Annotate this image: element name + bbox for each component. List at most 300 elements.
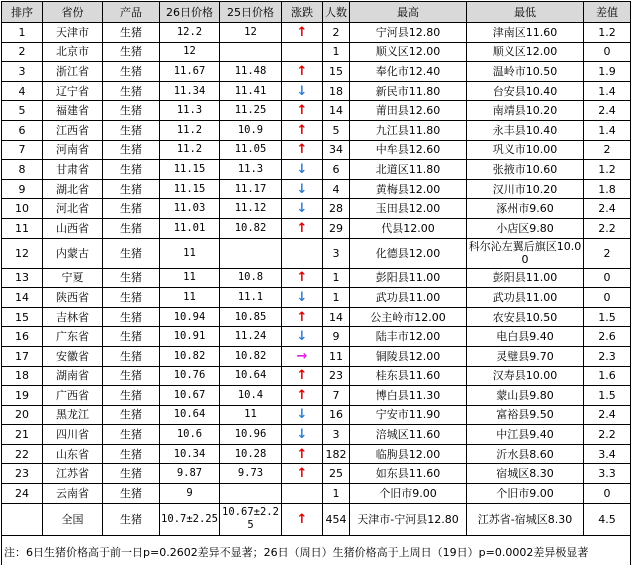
cell-count: 1 (323, 42, 350, 62)
cell-province: 江西省 (43, 120, 103, 140)
cell-rank: 9 (2, 179, 43, 199)
cell-product: 生猪 (103, 484, 160, 504)
cell-count: 28 (323, 199, 350, 219)
cell-price-26: 11.34 (160, 81, 220, 101)
cell-product: 生猪 (103, 464, 160, 484)
cell-count: 16 (323, 405, 350, 425)
cell-price-25 (220, 238, 282, 268)
table-row (2, 101, 631, 121)
table-row (2, 327, 631, 347)
total-province: 全国 (43, 503, 103, 535)
cell-lowest: 涿州市9.60 (467, 199, 584, 219)
cell-price-26: 11 (160, 238, 220, 268)
cell-count: 1 (323, 484, 350, 504)
cell-diff: 2.2 (584, 425, 631, 445)
cell-trend (282, 199, 323, 219)
cell-rank: 22 (2, 444, 43, 464)
cell-price-26: 11.67 (160, 62, 220, 82)
cell-lowest: 宿城区8.30 (467, 464, 584, 484)
cell-province: 吉林省 (43, 307, 103, 327)
cell-lowest: 汉川市10.20 (467, 179, 584, 199)
cell-diff: 1.5 (584, 307, 631, 327)
cell-price-26: 10.76 (160, 366, 220, 386)
cell-price-25 (220, 484, 282, 504)
cell-rank: 2 (2, 42, 43, 62)
table-row (2, 366, 631, 386)
arrow-down-icon: ↓ (296, 329, 308, 345)
table-row (2, 62, 631, 82)
arrow-up-icon: ↑ (296, 103, 308, 119)
cell-trend (282, 425, 323, 445)
cell-province: 福建省 (43, 101, 103, 121)
cell-lowest: 津南区11.60 (467, 23, 584, 43)
cell-diff: 1.2 (584, 160, 631, 180)
cell-highest: 桂东县11.60 (350, 366, 467, 386)
cell-trend (282, 484, 323, 504)
arrow-up-icon: ↑ (296, 387, 308, 403)
arrow-up-icon: ↑ (296, 446, 308, 462)
cell-diff: 2 (584, 140, 631, 160)
cell-diff: 2.4 (584, 199, 631, 219)
cell-rank: 24 (2, 484, 43, 504)
note-row (2, 535, 631, 565)
cell-price-26: 11.2 (160, 120, 220, 140)
table-row (2, 120, 631, 140)
table-body (2, 23, 631, 504)
cell-lowest: 顺义区12.00 (467, 42, 584, 62)
cell-count: 2 (323, 23, 350, 43)
cell-price-25: 10.4 (220, 386, 282, 406)
cell-price-25: 10.82 (220, 346, 282, 366)
cell-price-25: 11.48 (220, 62, 282, 82)
cell-lowest: 灵璧县9.70 (467, 346, 584, 366)
cell-count: 14 (323, 307, 350, 327)
table-row (2, 140, 631, 160)
cell-rank: 21 (2, 425, 43, 445)
cell-lowest: 沂水县8.60 (467, 444, 584, 464)
cell-product: 生猪 (103, 23, 160, 43)
cell-product: 生猪 (103, 120, 160, 140)
cell-highest: 陆丰市12.00 (350, 327, 467, 347)
cell-rank: 15 (2, 307, 43, 327)
cell-price-25: 10.28 (220, 444, 282, 464)
total-highest: 天津市-宁河县12.80 (350, 503, 467, 535)
cell-diff: 1.5 (584, 386, 631, 406)
cell-trend (282, 81, 323, 101)
cell-rank: 14 (2, 288, 43, 308)
cell-highest: 莆田县12.60 (350, 101, 467, 121)
cell-trend (282, 140, 323, 160)
cell-product: 生猪 (103, 346, 160, 366)
cell-product: 生猪 (103, 405, 160, 425)
cell-diff: 0 (584, 42, 631, 62)
cell-highest: 黄梅县12.00 (350, 179, 467, 199)
arrow-down-icon: ↓ (296, 289, 308, 305)
cell-count: 29 (323, 218, 350, 238)
cell-province: 陕西省 (43, 288, 103, 308)
cell-product: 生猪 (103, 268, 160, 288)
header-trend: 涨跌 (282, 2, 323, 23)
cell-price-26: 10.91 (160, 327, 220, 347)
header-row (2, 2, 631, 23)
cell-trend (282, 464, 323, 484)
cell-highest: 临朐县12.00 (350, 444, 467, 464)
cell-rank: 5 (2, 101, 43, 121)
cell-province: 宁夏 (43, 268, 103, 288)
cell-rank: 20 (2, 405, 43, 425)
cell-lowest: 南靖县10.20 (467, 101, 584, 121)
cell-rank: 6 (2, 120, 43, 140)
arrow-down-icon: ↓ (296, 201, 308, 217)
cell-price-25: 10.85 (220, 307, 282, 327)
cell-rank: 17 (2, 346, 43, 366)
cell-highest: 中牟县12.60 (350, 140, 467, 160)
arrow-down-icon: ↓ (296, 181, 308, 197)
header-price-25: 25日价格 (220, 2, 282, 23)
cell-lowest: 温岭市10.50 (467, 62, 584, 82)
table-row (2, 199, 631, 219)
cell-diff: 1.4 (584, 81, 631, 101)
cell-rank: 19 (2, 386, 43, 406)
cell-highest: 宁安市11.90 (350, 405, 467, 425)
cell-price-25: 10.8 (220, 268, 282, 288)
cell-highest: 涪城区11.60 (350, 425, 467, 445)
cell-product: 生猪 (103, 160, 160, 180)
cell-province: 甘肃省 (43, 160, 103, 180)
cell-lowest: 农安县10.50 (467, 307, 584, 327)
cell-price-26: 12.2 (160, 23, 220, 43)
cell-price-25: 11.41 (220, 81, 282, 101)
cell-trend (282, 327, 323, 347)
cell-trend (282, 160, 323, 180)
table-row (2, 346, 631, 366)
cell-count: 5 (323, 120, 350, 140)
cell-price-25: 11.25 (220, 101, 282, 121)
cell-count: 7 (323, 386, 350, 406)
table-row (2, 288, 631, 308)
arrow-down-icon: ↓ (296, 407, 308, 423)
cell-price-25: 10.82 (220, 218, 282, 238)
cell-rank: 3 (2, 62, 43, 82)
cell-price-26: 11 (160, 288, 220, 308)
arrow-up-icon: ↑ (296, 24, 308, 40)
cell-highest: 个旧市9.00 (350, 484, 467, 504)
cell-trend (282, 23, 323, 43)
arrow-up-icon: ↑ (296, 122, 308, 138)
cell-product: 生猪 (103, 425, 160, 445)
cell-product: 生猪 (103, 62, 160, 82)
cell-lowest: 中江县9.40 (467, 425, 584, 445)
cell-province: 广东省 (43, 327, 103, 347)
cell-highest: 宁河县12.80 (350, 23, 467, 43)
cell-rank: 10 (2, 199, 43, 219)
header-diff: 差值 (584, 2, 631, 23)
cell-lowest: 武功县11.00 (467, 288, 584, 308)
footnote: 注：6日生猪价格高于前一日p=0.2602差异不显著；26日（周日）生猪价格高于上周日（19日）p=0.0002差异极显著 (2, 535, 631, 565)
cell-diff: 1.2 (584, 23, 631, 43)
cell-province: 湖北省 (43, 179, 103, 199)
cell-price-26: 12 (160, 42, 220, 62)
arrow-up-icon: ↑ (296, 220, 308, 236)
cell-product: 生猪 (103, 140, 160, 160)
cell-price-26: 10.67 (160, 386, 220, 406)
cell-product: 生猪 (103, 307, 160, 327)
cell-trend (282, 62, 323, 82)
cell-trend (282, 218, 323, 238)
cell-highest: 顺义区12.00 (350, 42, 467, 62)
cell-price-26: 9.87 (160, 464, 220, 484)
cell-province: 广西省 (43, 386, 103, 406)
cell-trend (282, 120, 323, 140)
cell-lowest: 永丰县10.40 (467, 120, 584, 140)
cell-diff: 2.4 (584, 405, 631, 425)
cell-highest: 公主岭市12.00 (350, 307, 467, 327)
cell-diff: 2 (584, 238, 631, 268)
cell-highest: 化德县12.00 (350, 238, 467, 268)
header-price-26: 26日价格 (160, 2, 220, 23)
arrow-down-icon: ↓ (296, 83, 308, 99)
cell-product: 生猪 (103, 288, 160, 308)
cell-trend (282, 101, 323, 121)
table-row (2, 23, 631, 43)
cell-province: 河北省 (43, 199, 103, 219)
cell-highest: 新民市11.80 (350, 81, 467, 101)
table-row (2, 238, 631, 268)
price-table (1, 1, 631, 565)
cell-product: 生猪 (103, 327, 160, 347)
cell-lowest: 台安县10.40 (467, 81, 584, 101)
cell-province: 北京市 (43, 42, 103, 62)
cell-count: 34 (323, 140, 350, 160)
cell-product: 生猪 (103, 42, 160, 62)
cell-province: 安徽省 (43, 346, 103, 366)
cell-count: 14 (323, 101, 350, 121)
cell-province: 湖南省 (43, 366, 103, 386)
cell-rank: 23 (2, 464, 43, 484)
cell-trend (282, 42, 323, 62)
arrow-up-icon: ↑ (296, 309, 308, 325)
total-count: 454 (323, 503, 350, 535)
cell-highest: 九江县11.80 (350, 120, 467, 140)
total-diff: 4.5 (584, 503, 631, 535)
arrow-right-icon: → (296, 348, 308, 364)
cell-lowest: 汉寿县10.00 (467, 366, 584, 386)
table-row (2, 218, 631, 238)
total-price-26: 10.7±2.25 (160, 503, 220, 535)
cell-trend (282, 288, 323, 308)
cell-price-25: 10.96 (220, 425, 282, 445)
table-row (2, 307, 631, 327)
cell-diff: 2.3 (584, 346, 631, 366)
header-product: 产品 (103, 2, 160, 23)
cell-lowest: 张掖市10.60 (467, 160, 584, 180)
table-row (2, 405, 631, 425)
table-row (2, 484, 631, 504)
cell-product: 生猪 (103, 101, 160, 121)
arrow-up-icon: ↑ (296, 511, 308, 527)
table-row (2, 179, 631, 199)
cell-count: 3 (323, 238, 350, 268)
arrow-up-icon: ↑ (296, 368, 308, 384)
cell-price-26: 10.82 (160, 346, 220, 366)
cell-price-25: 11.17 (220, 179, 282, 199)
cell-province: 天津市 (43, 23, 103, 43)
cell-price-26: 11.03 (160, 199, 220, 219)
header-rank: 排序 (2, 2, 43, 23)
arrow-up-icon: ↑ (296, 142, 308, 158)
cell-price-25: 11.12 (220, 199, 282, 219)
cell-highest: 武功县11.00 (350, 288, 467, 308)
cell-price-25 (220, 42, 282, 62)
cell-highest: 代县12.00 (350, 218, 467, 238)
cell-rank: 4 (2, 81, 43, 101)
cell-product: 生猪 (103, 218, 160, 238)
cell-count: 6 (323, 160, 350, 180)
cell-province: 四川省 (43, 425, 103, 445)
cell-price-25: 11.3 (220, 160, 282, 180)
cell-count: 11 (323, 346, 350, 366)
cell-lowest: 电白县9.40 (467, 327, 584, 347)
cell-price-26: 11.15 (160, 160, 220, 180)
arrow-down-icon: ↓ (296, 427, 308, 443)
cell-count: 9 (323, 327, 350, 347)
cell-rank: 1 (2, 23, 43, 43)
cell-product: 生猪 (103, 199, 160, 219)
table-row (2, 268, 631, 288)
table-row (2, 42, 631, 62)
cell-product: 生猪 (103, 238, 160, 268)
header-province: 省份 (43, 2, 103, 23)
arrow-up-icon: ↑ (296, 270, 308, 286)
cell-trend (282, 179, 323, 199)
cell-rank: 18 (2, 366, 43, 386)
arrow-up-icon: ↑ (296, 466, 308, 482)
cell-trend (282, 346, 323, 366)
cell-highest: 彭阳县11.00 (350, 268, 467, 288)
cell-price-26: 10.34 (160, 444, 220, 464)
cell-count: 1 (323, 268, 350, 288)
cell-province: 内蒙古 (43, 238, 103, 268)
cell-price-26: 10.94 (160, 307, 220, 327)
total-row (2, 503, 631, 535)
cell-province: 云南省 (43, 484, 103, 504)
cell-product: 生猪 (103, 179, 160, 199)
cell-price-26: 10.6 (160, 425, 220, 445)
cell-price-25: 11.1 (220, 288, 282, 308)
cell-price-26: 11.01 (160, 218, 220, 238)
cell-count: 18 (323, 81, 350, 101)
cell-price-25: 11 (220, 405, 282, 425)
cell-price-25: 11.24 (220, 327, 282, 347)
total-lowest: 江苏省-宿城区8.30 (467, 503, 584, 535)
arrow-down-icon: ↓ (296, 161, 308, 177)
cell-rank: 8 (2, 160, 43, 180)
cell-province: 浙江省 (43, 62, 103, 82)
cell-trend (282, 238, 323, 268)
cell-rank: 11 (2, 218, 43, 238)
cell-highest: 如东县11.60 (350, 464, 467, 484)
cell-diff: 0 (584, 268, 631, 288)
cell-diff: 2.2 (584, 218, 631, 238)
table-row (2, 81, 631, 101)
table-row (2, 425, 631, 445)
cell-lowest: 蒙山县9.80 (467, 386, 584, 406)
total-product: 生猪 (103, 503, 160, 535)
cell-count: 1 (323, 288, 350, 308)
cell-price-26: 10.64 (160, 405, 220, 425)
cell-trend (282, 444, 323, 464)
cell-lowest: 彭阳县11.00 (467, 268, 584, 288)
total-rank (2, 503, 43, 535)
cell-price-25: 10.64 (220, 366, 282, 386)
cell-lowest: 富裕县9.50 (467, 405, 584, 425)
cell-diff: 1.9 (584, 62, 631, 82)
cell-highest: 奉化市12.40 (350, 62, 467, 82)
total-trend (282, 503, 323, 535)
header-highest: 最高 (350, 2, 467, 23)
cell-highest: 北道区11.80 (350, 160, 467, 180)
cell-count: 25 (323, 464, 350, 484)
cell-diff: 3.3 (584, 464, 631, 484)
cell-highest: 博白县11.30 (350, 386, 467, 406)
cell-count: 3 (323, 425, 350, 445)
cell-count: 4 (323, 179, 350, 199)
cell-diff: 0 (584, 288, 631, 308)
cell-trend (282, 307, 323, 327)
arrow-up-icon: ↑ (296, 63, 308, 79)
table-row (2, 444, 631, 464)
table-row (2, 160, 631, 180)
cell-price-25: 10.9 (220, 120, 282, 140)
cell-highest: 铜陵县12.00 (350, 346, 467, 366)
cell-price-25: 12 (220, 23, 282, 43)
cell-product: 生猪 (103, 366, 160, 386)
cell-highest: 玉田县12.00 (350, 199, 467, 219)
cell-diff: 3.4 (584, 444, 631, 464)
cell-price-26: 11.3 (160, 101, 220, 121)
cell-diff: 1.8 (584, 179, 631, 199)
cell-count: 182 (323, 444, 350, 464)
cell-price-25: 11.05 (220, 140, 282, 160)
cell-diff: 1.4 (584, 120, 631, 140)
cell-trend (282, 366, 323, 386)
cell-lowest: 巩义市10.00 (467, 140, 584, 160)
header-lowest: 最低 (467, 2, 584, 23)
cell-price-26: 9 (160, 484, 220, 504)
cell-province: 山东省 (43, 444, 103, 464)
cell-diff: 0 (584, 484, 631, 504)
cell-price-25: 9.73 (220, 464, 282, 484)
cell-rank: 16 (2, 327, 43, 347)
cell-diff: 2.4 (584, 101, 631, 121)
cell-province: 黑龙江 (43, 405, 103, 425)
cell-rank: 13 (2, 268, 43, 288)
cell-price-26: 11.15 (160, 179, 220, 199)
cell-province: 河南省 (43, 140, 103, 160)
cell-lowest: 科尔沁左翼后旗区10.00 (467, 238, 584, 268)
cell-province: 江苏省 (43, 464, 103, 484)
cell-price-26: 11.2 (160, 140, 220, 160)
table-row (2, 464, 631, 484)
table-row (2, 386, 631, 406)
cell-price-26: 11 (160, 268, 220, 288)
cell-trend (282, 268, 323, 288)
total-price-25: 10.67±2.25 (220, 503, 282, 535)
cell-rank: 12 (2, 238, 43, 268)
cell-diff: 2.6 (584, 327, 631, 347)
cell-product: 生猪 (103, 386, 160, 406)
cell-trend (282, 386, 323, 406)
